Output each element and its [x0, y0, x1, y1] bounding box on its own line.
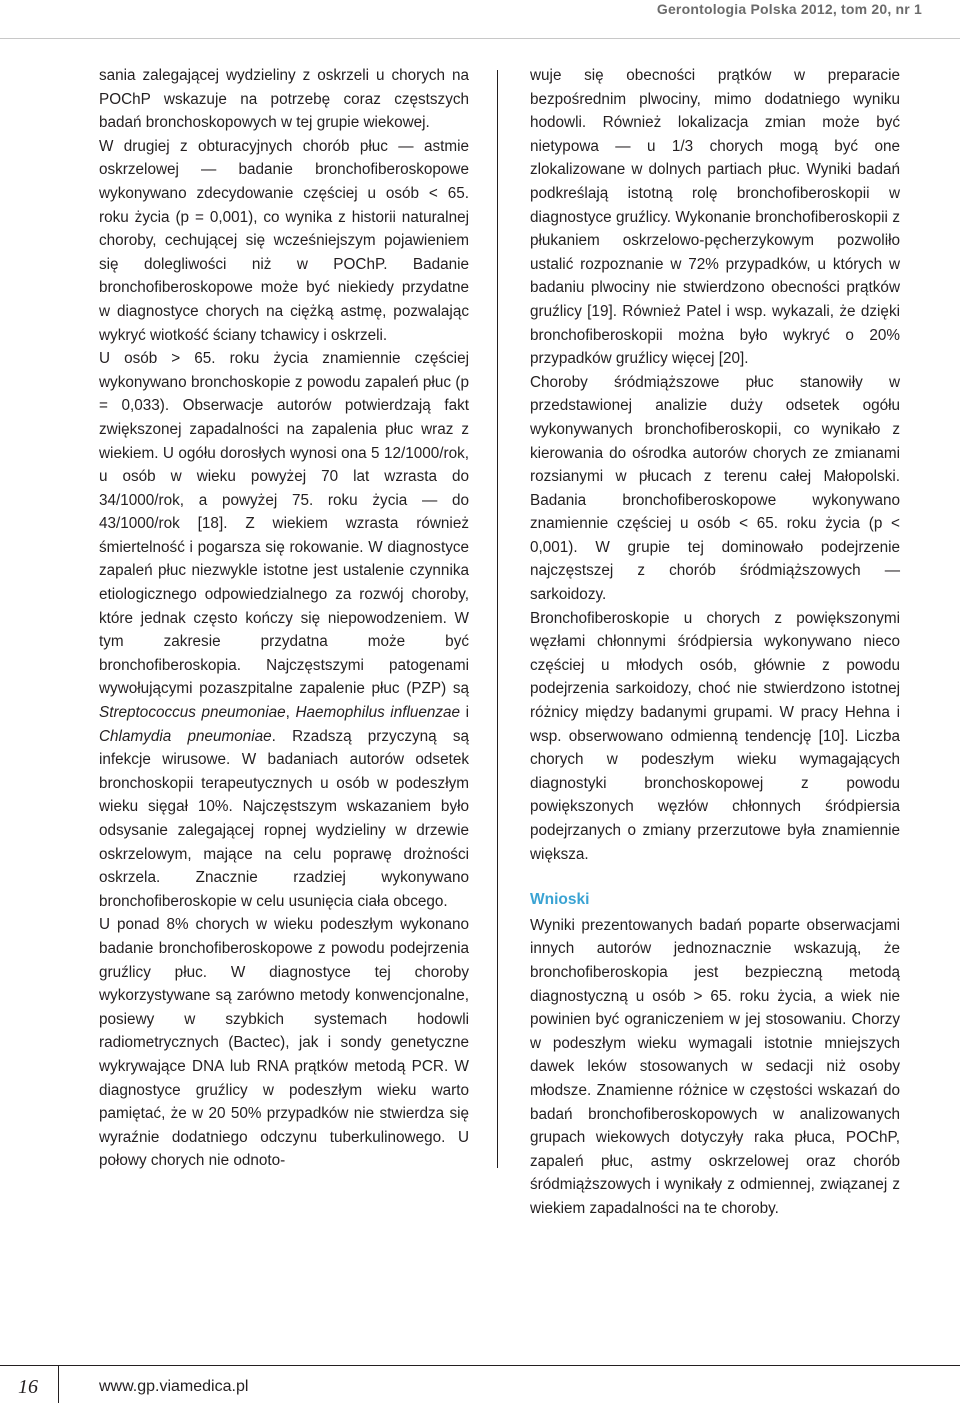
text-run: U osób > 65. roku życia znamiennie częściej wykonywano bronchoskopie z powodu zapaleń płuc (p = 0,033). Obserwacje autorów potwierdzają fakt zwiększonej zapadalności na zapalenia płuc wraz z wiekiem. U ogółu dorosłych wynosi ona 5 12/1000/rok, u osób w wieku powyżej 70 lat wzrasta do 34/1000/rok, a powyżej 75. roku życia — do 43/1000/rok [18]. Z wiekiem wzrasta również śmiertelność i pogarsza się rokowanie. W diagnostyce zapaleń płuc niezwykle istotne jest ustalenie czynnika etiologicznego odpowiedzialnego za rozwój choroby, które jednak często kończy się niepowodzeniem. W tym zakresie przydatna może być bronchofiberoskopia. Najczęstszymi patogenami wywołującymi pozaszpitalne zapalenie płuc (PZP) są	[99, 350, 469, 698]
text-run: ,	[285, 704, 296, 722]
paragraph	[99, 347, 469, 913]
paragraph: wuje się obecności prątków w preparacie bezpośrednim plwociny, mimo dodatniego wyniku hodowli. Również lokalizacja zmian może być nietypowa — u 1/3 chorych mogą być one zlokalizowane w dolnych partiach płuc. Wyniki badań podkreślają istotną rolę bronchofiberoskopii w diagnostyce gruźlicy. Wykonanie bronchofiberoskopii z płukaniem oskrzelowo-pęcherzykowym pozwoliło ustalić rozpoznanie w 72% przypadków, u których w badaniu plwociny nie stwierdzono obecności prątków gruźlicy [19]. Również Patel i wsp. wykazali, że dzięki bronchofiberoskopii można było wykryć o 20% przypadków gruźlicy więcej [20].	[530, 67, 900, 368]
text-run: . Rzadszą przyczyną są infekcje wirusowe. W badaniach autorów odsetek bronchoskopii terapeutycznych u osób w podeszłym wieku sięgał 10%. Najczęstszym wskazaniem było odsysanie zalegającej ropnej wydzieliny w drzewie oskrzelowym, mające na celu poprawę drożności oskrzela. Znacznie rzadziej wykonywano bronchofiberoskopie w celu usunięcia ciała obcego.	[99, 727, 469, 910]
right-column	[530, 64, 900, 1221]
footer-rule	[0, 1365, 960, 1366]
footer-divider	[58, 1365, 59, 1403]
species-name: Streptococcus pneumoniae	[99, 704, 286, 722]
text-run: i	[460, 704, 469, 722]
paragraph: U ponad 8% chorych w wieku podeszłym wykonano badanie bronchofiberoskopowe z powodu podejrzenia gruźlicy płuc. W diagnostyce tej choroby wykorzystywane są zarówno metody konwencjonalne, posiewy w szybkich systemach hodowli radiometrycznych (Bactec), jak i sondy genetyczne wykrywające DNA lub RNA prątków metodą PCR. W diagnostyce gruźlicy w podeszłym wieku warto pamiętać, że w 20 50% przypadków nie stwierdza się wyraźnie dodatniego odczynu tuberkulinowego. U połowy chorych nie odnoto-	[99, 916, 469, 1170]
section-heading: Wnioski	[530, 891, 590, 909]
paragraph: Wyniki prezentowanych badań poparte obserwacjami innych autorów jednoznacznie wskazują, że bronchofiberoskopia jest bezpieczną metodą diagnostyczną u osób > 65. roku życia, a wiek nie powinien być ograniczeniem w jej stosowaniu. Chorzy w podeszłym wieku wymagali istotnie mniejszych dawek leków stosowanych w sedacji niż osoby młodsze. Znamienne różnice w częstości wskazań do badań bronchofiberoskopowych w analizowanych grupach wiekowych dotyczyły raka płuca, POChP, zapaleń płuc, astmy oskrzelowej oraz chorób śródmiąższowych i wynikały z odmiennej, związanej z wiekiem zapadalności na te choroby.	[530, 916, 900, 1217]
running-header	[0, 0, 960, 39]
paragraph: Bronchofiberoskopie u chorych z powiększonymi węzłami chłonnymi śródpiersia wykonywano nieco częściej u młodych osób, głównie z powodu podejrzenia sarkoidozy, choć nie stwierdzono istotnej różnicy między badanymi grupami. W pracy Hehna i wsp. obserwowano odmienną tendencję [10]. Liczba chorych w podeszłym wieku wymagających diagnostyki bronchoskopowej z powodu powiększonych węzłów chłonnych śródpiersia podejrzanych o zmiany przerzutowe była znamiennie większa.	[530, 609, 900, 863]
species-name: Haemophilus influenzae	[295, 704, 461, 722]
column-divider	[497, 70, 498, 1168]
journal-url[interactable]: www.gp.viamedica.pl	[99, 1378, 249, 1395]
species-name: Chlamydia pneumoniae	[99, 727, 272, 745]
paragraph: Choroby śródmiąższowe płuc stanowiły w przedstawionej analizie duży odsetek ogółu wykonywanych bronchofiberoskopii, co wynikało z kierowania do ośrodka autorów chorych ze zmianami rozsianymi w płucach z terenu całej Małopolski. Badania bronchofiberoskopowe wykonywano znamiennie częściej u osób < 65. roku życia (p < 0,001). W grupie tej dominowało podejrzenie najczęstszej z chorób śródmiąższowych — sarkoidozy.	[530, 373, 900, 604]
left-column	[99, 64, 469, 1173]
paragraph: W drugiej z obturacyjnych chorób płuc — astmie oskrzelowej — badanie bronchofiberoskopowe wykonywano zdecydowanie częściej u osób < 65. roku życia (p = 0,001), co wynika z historii naturalnej choroby, cechującej się wcześniejszym pojawieniem się dolegliwości niż w POChP. Badanie bronchofiberoskopowe może być niekiedy przydatne w diagnostyce chorych na ciężką astmę, pozwalając wykryć wiotkość ściany tchawicy i oskrzeli.	[99, 137, 469, 344]
paragraph: sania zalegającej wydzieliny z oskrzeli u chorych na POChP wskazuje na potrzebę coraz częstszych badań bronchoskopowych w tej grupie wiekowej.	[99, 67, 469, 132]
journal-header: Gerontologia Polska 2012, tom 20, nr 1	[656, 1, 922, 17]
page-number: 16	[18, 1376, 38, 1398]
